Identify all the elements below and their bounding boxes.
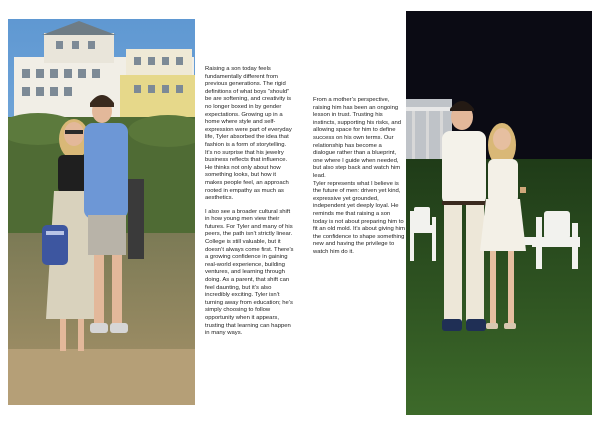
article-paragraph: I also see a broader cultural shift in how young men view their futures. For Tyler and many of his peers, the path isn’t strictly linear. College is still valuable, but it doesn’t always come first. There’s a growing confidence in gaining real-world experience, building ventures, and learning through doing. As a parent, that shift can feel daunting, but it’s also incredibly exciting. Tyler isn’t turning away from education; he’s simply choosing to follow opportunity when it appears, trusting that learning can happen in many ways. (205, 208, 294, 337)
article-column-b (313, 97, 405, 262)
photo-day-illustration (8, 19, 195, 405)
article-paragraph: Raising a son today feels fundamentally different from previous generations. The rigid definitions of what boys “should” be are softening, and creativity is no longer boxed in by gender expectations. Growing up in a home where style and self-expression were part of everyday life, Tyler absorbed the idea that fashion is a form of storytelling. It’s no surprise that his jewelry business reflects that influence. He thinks not only about how something looks, but how it makes people feel, an approach rooted in empathy as much as aesthetics. (205, 66, 292, 202)
photo-son-and-mother-night (406, 11, 592, 415)
photo-night-illustration (406, 11, 592, 415)
photo-mother-and-son-day (8, 19, 195, 405)
article-paragraph: Tyler represents what I believe is the future of men: driven yet kind, expressive yet grounded, independent yet deeply loyal. He reminds me that raising a son today is not about preparing him to fit an old mold. It’s about giving him the confidence to shape something new and having the privilege to watch him do it. (313, 180, 405, 255)
article-column-a (205, 66, 295, 344)
article-paragraph: From a mother’s perspective, raising him has been an ongoing lesson in trust. Trusting his instincts, supporting his risks, and allowing space for him to define success on his own terms. Our relationship has become a dialogue rather than a blueprint, one where I guide when needed, but also step back and watch him lead. (313, 97, 402, 179)
